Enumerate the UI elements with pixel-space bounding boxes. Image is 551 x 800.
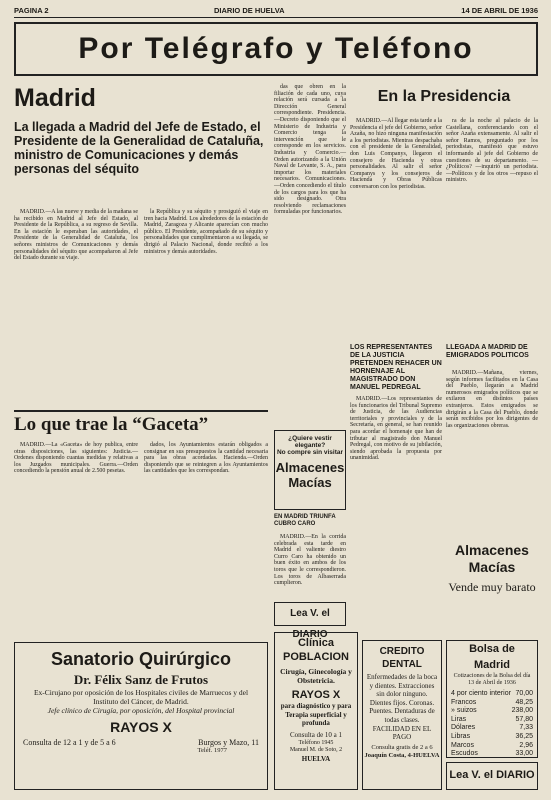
- table-row: [451, 733, 533, 742]
- sanatorio-ad: [14, 642, 268, 790]
- vestir-name: Almacenes Macías: [275, 460, 345, 490]
- table-row: [451, 750, 533, 759]
- credito-address: Joaquín Costa, 4-HUELVA: [364, 751, 440, 759]
- table-row: [451, 742, 533, 751]
- presidencia-body-text-1: MADRID.—Al llegar esta tarde a la Presidencia el jefe del Gobierno, señor Azaña, no hizo ninguna manifestación a los periodistas. Mientras despachaba con el presidente de la Generalidad, don Luis Companys, llegaron el consejero de Hacienda y otras personalidades. Al salir el señor Companys y los consejeros de Hacienda y Obras Públicas conversaron con los periodistas.: [350, 118, 442, 190]
- issue-date: 14 DE ABRIL DE 1936: [461, 6, 538, 15]
- credito-ad: [362, 640, 442, 790]
- madrid-headline: Madrid: [14, 84, 96, 112]
- llegada-headline: LLEGADA A MADRID DE EMIGRADOS POLITICOS: [446, 344, 529, 359]
- stock-label: Escudos: [451, 750, 478, 758]
- triunfa-body-text: MADRID.—En la corrida celebrada esta tarde en Madrid el valiente diestro Curro Caro ha obtenido un buen éxito en ambos de los toros que le correspondieron. Los toros de Albaserrada cumplieron.: [274, 534, 346, 587]
- stock-value: 33,00: [515, 750, 533, 758]
- sanatorio-line1: Ex-Cirujano por oposición de los Hospitales civiles de Marruecos y del Instituto del Cáncer, de Madrid.: [33, 688, 249, 706]
- abogados-body-text: MADRID.—Los representantes de los funcionarios del Tribunal Supremo de Justicia, de las Audiencias territoriales y provinciales y de la Secretaría, en general, se han reunido para acordar el homenaje que han de tributar al magistrado don Manuel Pedregal, con motivo de su jubilación, siendo aprobada la propuesta por unanimidad.: [350, 396, 442, 462]
- clinica-rayos: RAYOS X: [291, 689, 341, 701]
- gaceta-body-text-1: MADRID.—La «Gaceta» de hoy publica, entre otras disposiciones, las siguientes: Justicia.—Ordenes disponiendo cuantas medidas y relativas a los Juzgados municipales. Guerra.—Orden concediendo la pensión anual de 2.500 pesetas.: [14, 442, 138, 475]
- stock-value: 7,33: [519, 724, 533, 732]
- llegada-headline-box: [446, 344, 538, 368]
- presidencia-body-text-2: ra de la noche al palacio de la Castellana, conferenciando con el señor Azaña extensamente. Al salir el señor Ramos, preguntado por los periodistas, manifestó que estuvo informando al jefe del Gobierno de cuestiones de su departamento. —¿Políticos? —inquirió un periodista. —Políticos y de los otros —repuso el ministro.: [446, 118, 538, 184]
- sanatorio-phone: Teléf. 1977: [197, 747, 227, 754]
- sanatorio-footer: [15, 738, 267, 747]
- madrid-body-text-2: la República y su séquito y prosiguió el viaje en tren hacia Madrid. Los alrededores de la estación de Madrid, Zaragoza y Alicante aparecían con mucho público. El Presidente, acompañado de su séquito y personalidades que cumplimentaron a su llegada, se dirigió al Palacio Nacional, donde recibió a los ministros y demás autoridades.: [144, 209, 268, 255]
- presidencia-headline: En la Presidencia: [377, 88, 511, 105]
- gaceta-body-text-2: dados, los Ayuntamientos estarán obligados a consignar en sus presupuestos la cantidad necesaria para las obras acordadas. Hacienda.—Orden disponiendo que se reintegren a los Ayuntamientos las cantidades que les correspondan.: [144, 442, 268, 475]
- table-row: [451, 707, 533, 716]
- credito-title: CREDITO DENTAL: [379, 646, 425, 670]
- bolsa-subtitle: Cotizaciones de la Bolsa del día 13 de Abril de 1936: [453, 673, 531, 686]
- madrid-subhead: La llegada a Madrid del Jefe de Estado, el Presidente de la Generalidad de Cataluña, ministro de Comunicaciones y demás personas del séquito: [14, 120, 264, 176]
- madrid-body-text-1: MADRID.—A las nueve y media de la mañana se ha recibido en Madrid al Jefe del Estado, al Presidente de la República, a su regreso de Sevilla. En la estación le esperaban las autoridades, el Presidente de la Generalidad de Cataluña, los señores ministros de Comunicaciones y demás personalidades del séquito que acompañaron al Jefe del Estado durante su viaje.: [14, 209, 138, 262]
- table-row: [451, 699, 533, 708]
- stock-label: 4 por ciento interior: [451, 690, 511, 697]
- lea-diario-text-1: Lea V. el DIARIO: [290, 608, 330, 640]
- stock-value: 238,00: [511, 707, 533, 715]
- madrid-subhead-box: [14, 120, 268, 204]
- clinica-title: Clínica POBLACION: [283, 637, 349, 663]
- macias-right-ad: [446, 534, 538, 634]
- abogados-body: [350, 396, 442, 634]
- page-number: PAGINA 2: [14, 6, 49, 15]
- clinica-diag: para diagnóstico y para Terapia superficial y profunda: [280, 702, 352, 727]
- triunfa-body: [274, 534, 346, 598]
- abogados-headline: LOS REPRESENTANTES DE LA JUSTICIA PRETENDEN REHACER UN HORNENAJE AL MAGISTRADO DON MANUEL PEDREGAL: [350, 344, 442, 391]
- presidencia-headline-box: [350, 84, 538, 114]
- page-header: [14, 4, 538, 18]
- center-body-col1: [274, 84, 346, 426]
- gaceta-body-col1: [14, 442, 138, 638]
- triunfa-headline: EN MADRID TRIUNFA CUBRO CARO: [274, 514, 336, 527]
- gaceta-headline: Lo que trae la “Gaceta”: [14, 414, 209, 435]
- madrid-body-col1: [14, 209, 138, 405]
- stock-label: Dólares: [451, 724, 476, 732]
- macias-right-slogan: Vende muy barato: [448, 580, 536, 594]
- sanatorio-address: Burgos y Mazo, 11: [198, 738, 259, 747]
- clinica-specialties: Cirugía, Ginecología y Obstetricia.: [280, 667, 352, 685]
- newspaper-name: DIARIO DE HUELVA: [214, 6, 285, 15]
- clinica-ad: [274, 632, 358, 790]
- stock-value: 70,00: [515, 690, 533, 697]
- lea-diario-ad-2: [446, 762, 538, 790]
- table-row: [451, 724, 533, 733]
- stock-value: 48,25: [515, 698, 533, 706]
- sanatorio-hours: Consulta de 12 a 1 y de 5 a 6: [23, 738, 116, 747]
- sanatorio-title: Sanatorio Quirúrgico: [50, 649, 232, 669]
- sanatorio-doctor: Dr. Félix Sanz de Frutos: [73, 672, 209, 687]
- stock-label: » suizos: [451, 707, 477, 715]
- madrid-body-col2: [144, 209, 268, 405]
- credito-text: Enfermedades de la boca y dientes. Extracciones sin dolor ninguno. Dientes fijos. Coronas. Puentes. Dentaduras de todas clases. FACILIDAD EN EL PAGO: [366, 673, 438, 742]
- presidencia-body-col2: [446, 118, 538, 338]
- stock-value: 2,96: [519, 741, 533, 749]
- bolsa-table: [451, 690, 533, 759]
- lea-diario-text-2: Lea V. el DIARIO: [449, 769, 535, 781]
- section-banner: [14, 22, 538, 76]
- stock-label: Libras: [451, 732, 471, 740]
- presidencia-body-col1: [350, 118, 442, 338]
- vestir-ad: [274, 430, 346, 510]
- madrid-headline-box: [14, 84, 264, 114]
- vestir-line2: No compre sin visitar: [276, 449, 344, 456]
- lea-diario-ad-1: [274, 602, 346, 640]
- stock-label: Marcos: [451, 741, 474, 749]
- center-body-text-1: das que obren en la filiación de cada uno, cuya relación será cursada a la Dirección General correspondiente. Presidencia.—Decreto disponiendo que el Ministerio de Industria y Comercio tenga la intervención que le corresponde en los servicios. Industria y Comercio.—Orden autorizando a la Unión Naval de Levante, S. A., para importar los materiales necesarios. Comunicaciones.—Orden concediendo el título de los cargos para los que ha sido designado. Otra resolviendo reclamaciones formuladas por funcionarios.: [274, 84, 346, 216]
- abogados-headline-box: [350, 344, 442, 392]
- bolsa-box: [446, 640, 538, 758]
- clinica-hours: Consulta de 10 a 1: [289, 730, 343, 739]
- clinica-address: Manuel M. de Soto, 2: [289, 747, 343, 753]
- stock-value: 36,25: [515, 732, 533, 740]
- clinica-city: HUELVA: [301, 754, 331, 763]
- stock-value: 57,80: [515, 715, 533, 723]
- vestir-line1: ¿Quiere vestir elegante?: [288, 435, 332, 449]
- table-row: [451, 716, 533, 725]
- sanatorio-line2: Jefe clínico de Cirugía, por oposición, del Hospital provincial: [47, 706, 235, 715]
- llegada-body: [446, 370, 538, 530]
- table-row: [451, 690, 533, 699]
- divider: [14, 410, 268, 412]
- credito-hours: Consulta gratis de 2 a 6: [371, 743, 433, 751]
- gaceta-body-col2: [144, 442, 268, 638]
- sanatorio-rayos: RAYOS X: [110, 719, 172, 735]
- bolsa-title: Bolsa de Madrid: [469, 643, 515, 671]
- triunfa-headline-box: [274, 514, 346, 534]
- clinica-phone: Teléfono 1945: [298, 739, 334, 746]
- stock-label: Liras: [451, 715, 467, 723]
- banner-title: Por Telégrafo y Teléfono: [78, 32, 474, 65]
- macias-right-name: Almacenes Macías: [455, 542, 529, 575]
- stock-label: Francos: [451, 698, 477, 706]
- llegada-body-text: MADRID.—Mañana, viernes, según informes facilitados en la Casa del Pueblo, llegarán a Madrid numerosos emigrados políticos que se exilaron en distintos países extranjeros. Estos emigrados se dirigirán a la Casa del Pueblo, donde serán recibidos por los dirigentes de las organizaciones obreras.: [446, 370, 538, 429]
- gaceta-headline-box: [14, 414, 274, 438]
